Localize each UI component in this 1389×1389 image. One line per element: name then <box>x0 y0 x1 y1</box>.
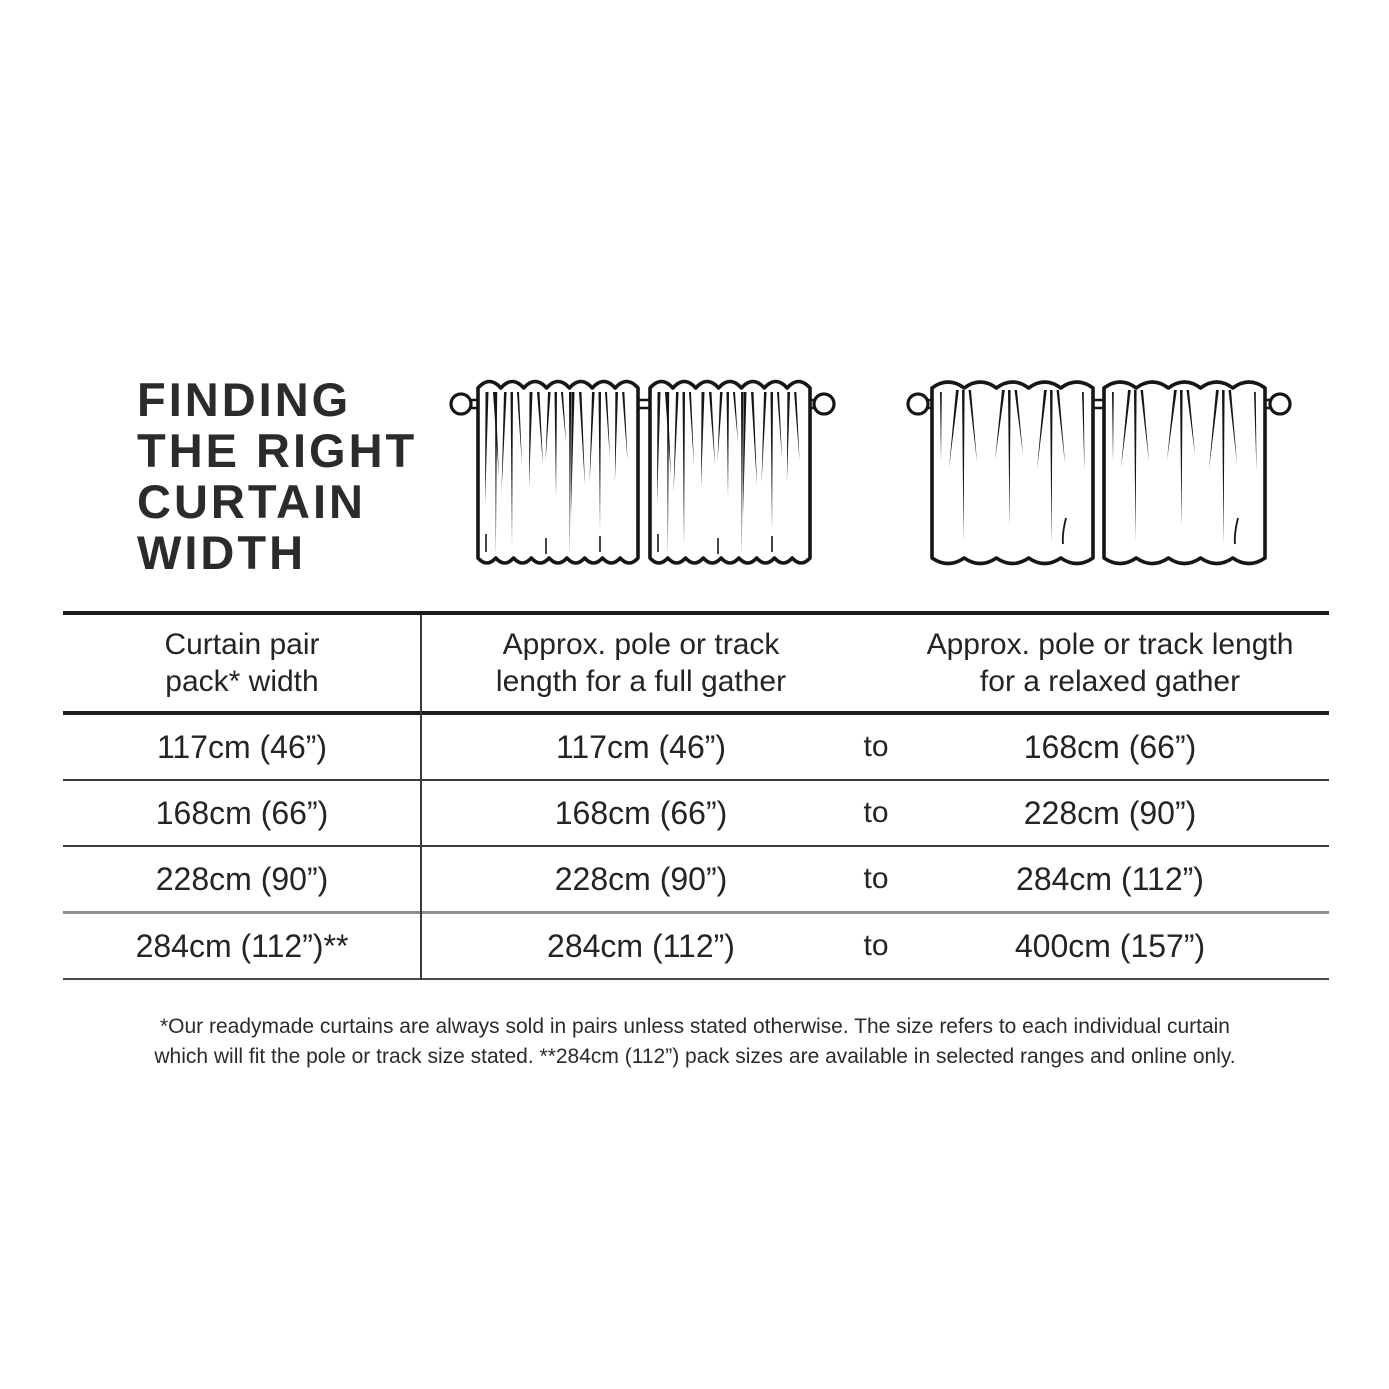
header-relaxed-gather <box>891 626 1329 700</box>
title-line-3: CURTAIN <box>137 475 366 528</box>
pack-width-cell: 168cm (66”) <box>155 794 329 831</box>
pack-width-cell: 284cm (112”)** <box>135 927 349 964</box>
full-gather-cell: 228cm (90”) <box>554 860 728 897</box>
footnote-line-1: *Our readymade curtains are always sold in pairs unless stated otherwise. The size refers to each individual curtain <box>160 1015 1230 1038</box>
to-label: to <box>863 862 889 895</box>
table-row <box>63 715 1329 781</box>
full-gather-cell: 284cm (112”) <box>547 927 735 964</box>
size-table <box>63 611 1329 980</box>
header-full-gather-line1: Approx. pole or track <box>502 628 780 661</box>
relaxed-gather-cell: 284cm (112”) <box>1016 860 1204 897</box>
to-label: to <box>863 929 889 962</box>
header-full-gather <box>421 626 861 700</box>
table-row <box>63 781 1329 847</box>
full-gather-curtains-illustration <box>448 372 860 578</box>
table-column-divider <box>420 615 422 980</box>
to-label: to <box>863 730 889 763</box>
relaxed-gather-curtains-illustration <box>906 372 1298 578</box>
pack-width-cell: 228cm (90”) <box>155 860 329 897</box>
table-row <box>63 914 1329 980</box>
header-full-gather-line2: length for a full gather <box>495 665 787 698</box>
header-pack-width-line1: Curtain pair <box>164 628 320 661</box>
page-title <box>137 374 417 578</box>
relaxed-gather-cell: 400cm (157”) <box>1014 927 1206 964</box>
curtain-panel <box>478 382 638 564</box>
table-header-row <box>63 615 1329 715</box>
pack-width-cell: 117cm (46”) <box>156 728 328 765</box>
table-row <box>63 847 1329 914</box>
header-pack-width-line2: pack* width <box>165 665 319 698</box>
header-pack-width <box>63 626 421 700</box>
title-line-4: WIDTH <box>137 526 307 579</box>
header-relaxed-gather-line1: Approx. pole or track length <box>926 628 1294 661</box>
to-label: to <box>863 796 889 829</box>
full-gather-cell: 117cm (46”) <box>555 728 727 765</box>
footnote <box>150 1012 1240 1072</box>
relaxed-gather-cell: 228cm (90”) <box>1023 794 1197 831</box>
footnote-line-2: which will fit the pole or track size stated. **284cm (112”) pack sizes are available in selected ranges and online only. <box>154 1045 1236 1068</box>
full-gather-cell: 168cm (66”) <box>554 794 728 831</box>
header-relaxed-gather-line2: for a relaxed gather <box>979 665 1241 698</box>
title-line-2: THE RIGHT <box>137 424 418 477</box>
relaxed-gather-cell: 168cm (66”) <box>1023 728 1197 765</box>
title-line-1: FINDING <box>137 373 352 426</box>
curtain-panel <box>650 382 810 564</box>
